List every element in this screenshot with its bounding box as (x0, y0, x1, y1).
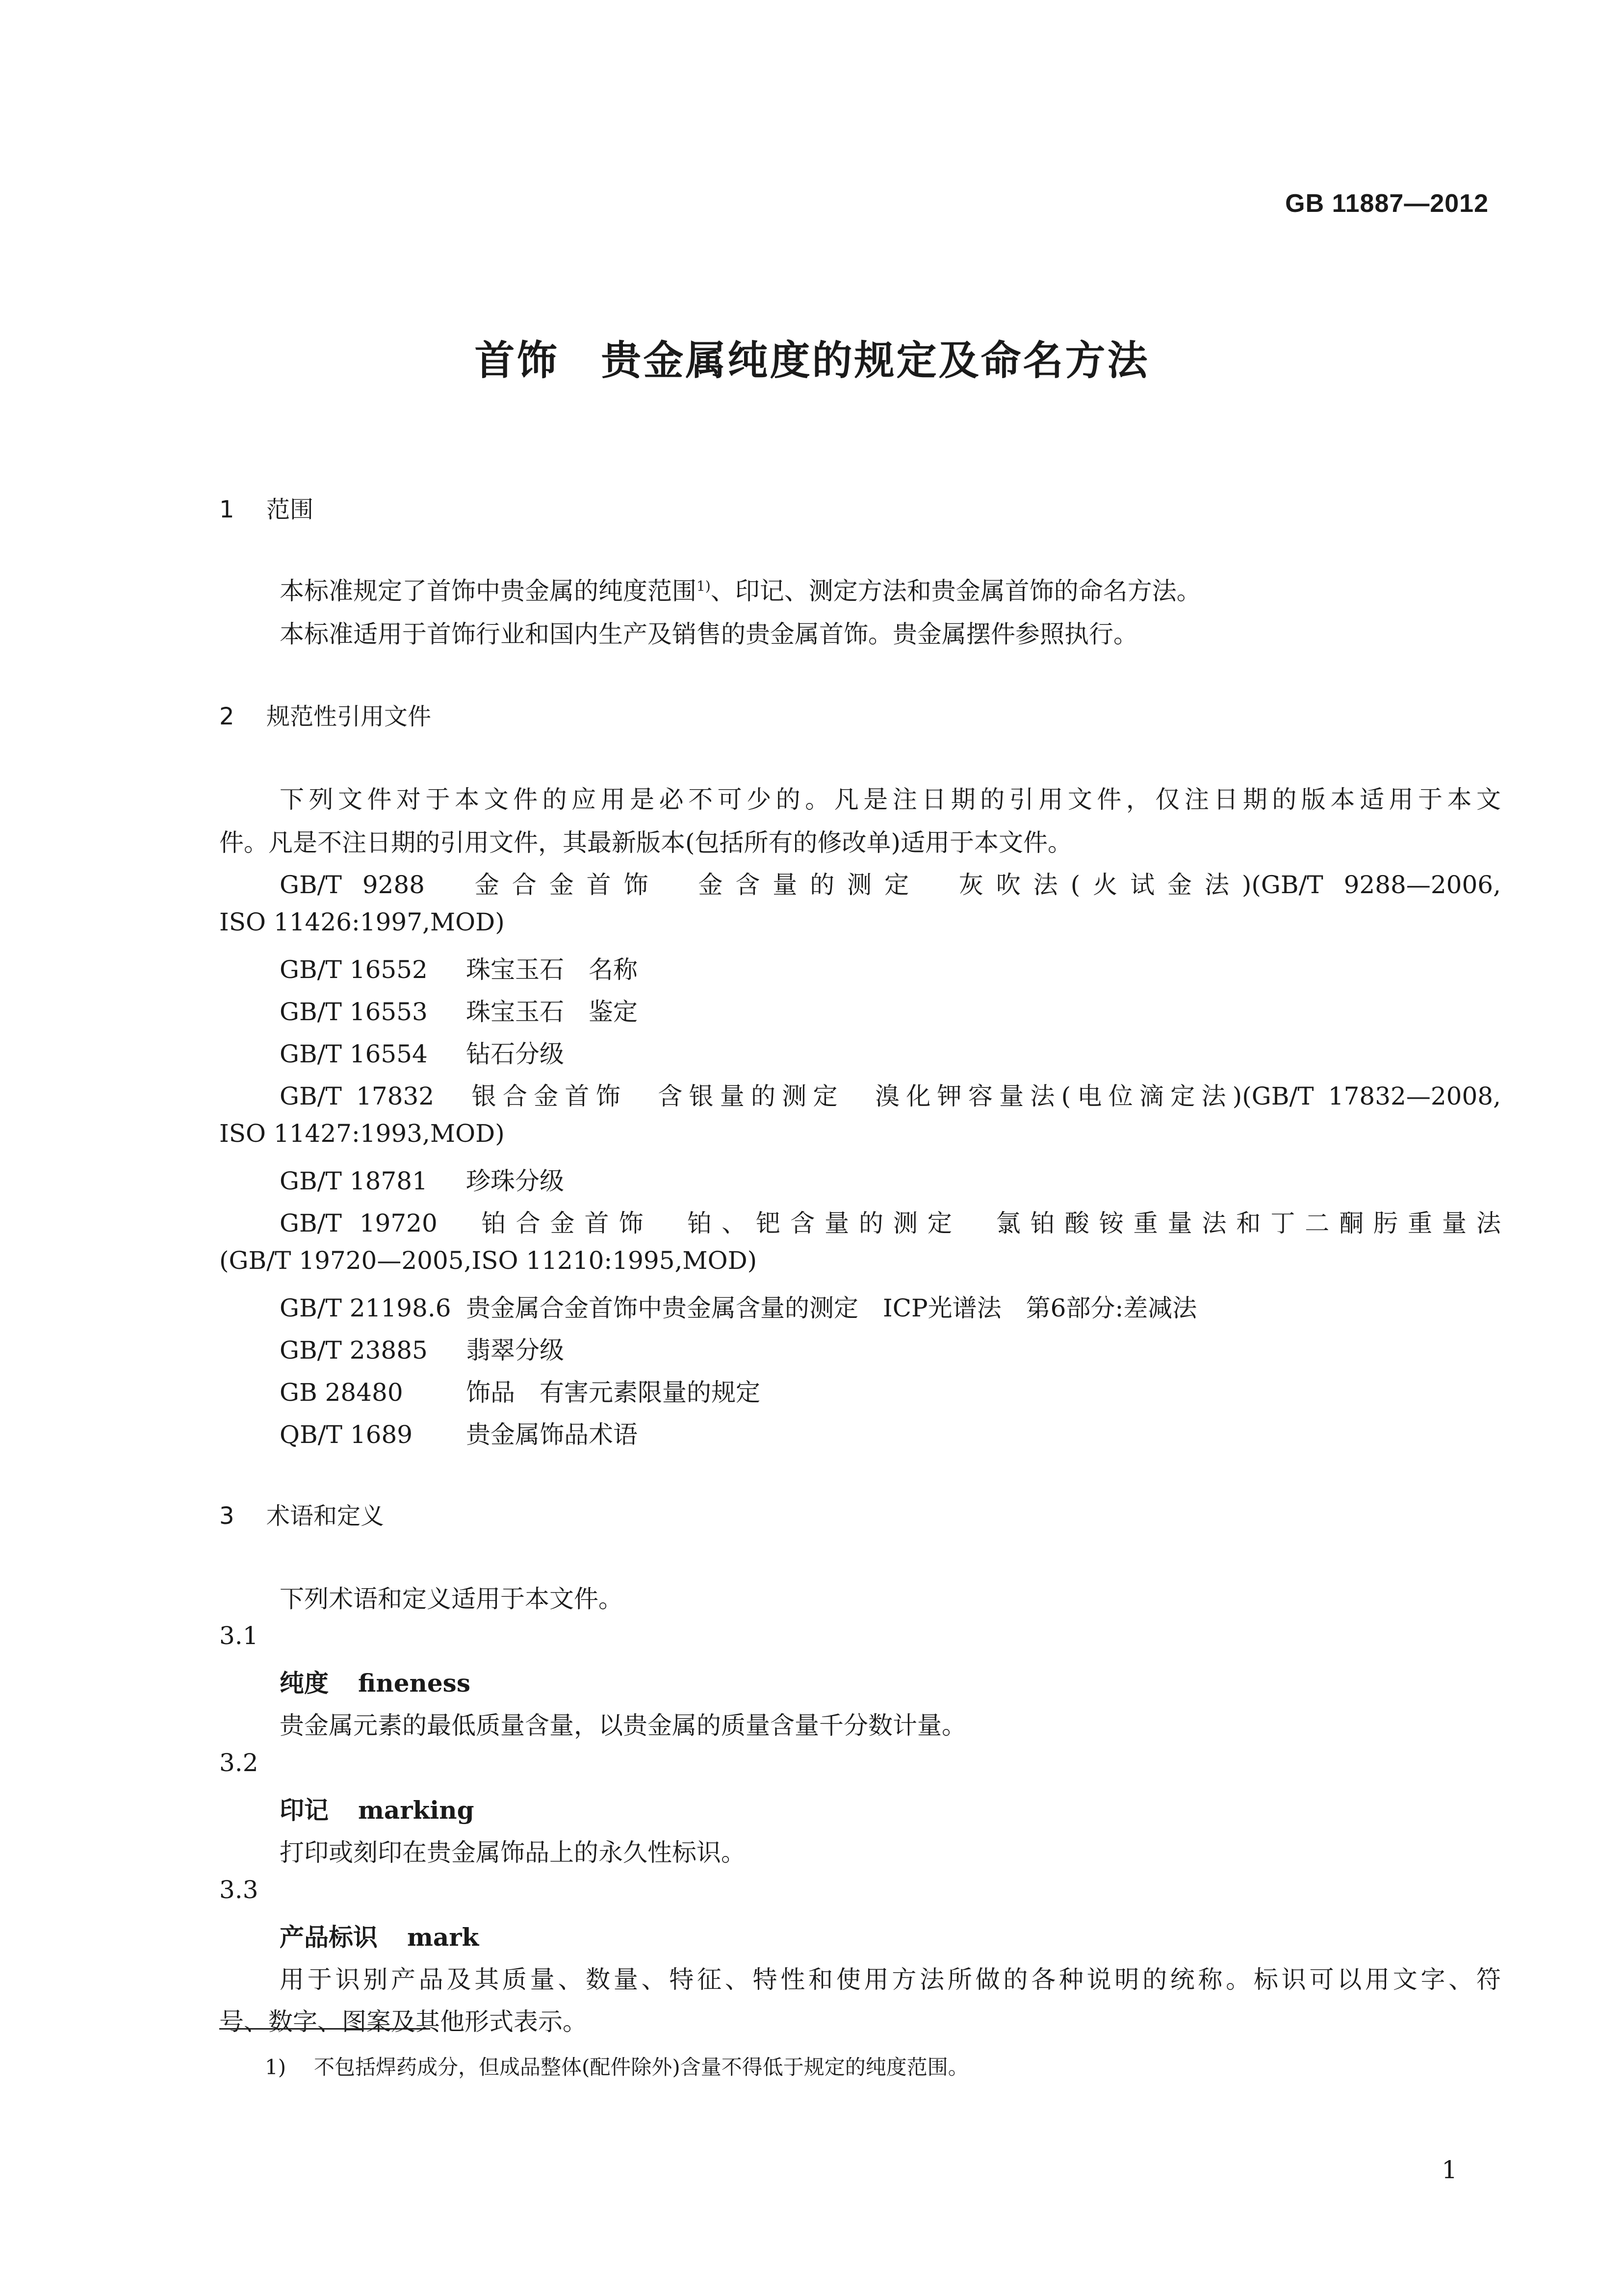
term-definition: 打印或刻印在贵金属饰品上的永久性标识。 (280, 1838, 746, 1867)
ref-item-gb-28480 (280, 1373, 760, 1408)
ref-title: 翡翠分级 (466, 1336, 564, 1365)
ref-code: GB/T 17832 (280, 1082, 435, 1110)
footnote-separator (219, 2028, 430, 2030)
scope-paragraph-2: 本标准适用于首饰行业和国内生产及销售的贵金属首饰。贵金属摆件参照执行。 (280, 620, 1138, 648)
section-number: 1 (219, 496, 234, 523)
ref-code: GB/T 9288 (280, 871, 425, 899)
ref-item-gbt-16553 (280, 992, 638, 1028)
term-number: 3.3 (219, 1876, 258, 1904)
term-definition: 贵金属元素的最低质量含量，以贵金属的质量含量千分数计量。 (280, 1711, 966, 1740)
ref-code: GB/T 16553 (280, 998, 428, 1026)
ref-title: 金合金首饰 金含量的测定 灰吹法(火试金法)(GB/T 9288—2006, (474, 871, 1501, 899)
section-title: 规范性引用文件 (266, 703, 432, 730)
term-mark (280, 1918, 479, 1953)
standard-number: GB 11887—2012 (1285, 189, 1489, 218)
ref-title: 珠宝玉石 鉴定 (466, 998, 638, 1026)
section-title: 术语和定义 (266, 1502, 385, 1530)
ref-item-gbt-19720 (280, 1204, 1501, 1239)
ref-code: QB/T 1689 (280, 1420, 413, 1449)
ref-title: 铂合金首饰 铂、钯含量的测定 氯铂酸铵重量法和丁二酮肟重量法 (481, 1209, 1501, 1237)
scope-text-cont: 、印记、测定方法和贵金属首饰的命名方法。 (710, 577, 1201, 605)
section-2-heading (219, 697, 431, 731)
ref-code: GB/T 18781 (280, 1167, 428, 1195)
ref-code: GB/T 23885 (280, 1336, 428, 1365)
ref-title: 珍珠分级 (466, 1167, 564, 1195)
ref-item-gbt-9288 (280, 865, 1501, 901)
ref-title: 贵金属饰品术语 (466, 1420, 638, 1449)
section-3-heading (219, 1497, 384, 1531)
ref-item-gbt-21198-6 (280, 1288, 1197, 1324)
ref-code: GB/T 21198.6 (280, 1294, 451, 1322)
footnote (265, 2051, 969, 2081)
ref-code: GB/T 16554 (280, 1040, 428, 1068)
term-chinese: 纯度 (280, 1669, 329, 1698)
page-title: 首饰 贵金属纯度的规定及命名方法 (474, 337, 1150, 384)
page-number: 1 (1442, 2156, 1457, 2184)
ref-title: 饰品 有害元素限量的规定 (466, 1378, 760, 1407)
section-number: 2 (219, 703, 234, 730)
ref-item-continuation: ISO 11426:1997,MOD) (219, 908, 505, 936)
term-chinese: 产品标识 (280, 1923, 378, 1952)
term-number: 3.1 (219, 1622, 258, 1650)
ref-code: GB 28480 (280, 1378, 403, 1407)
section-title: 范围 (266, 496, 314, 523)
term-definition: 用于识别产品及其质量、数量、特征、特性和使用方法所做的各种说明的统称。标识可以用文字、符 (280, 1965, 1501, 1994)
ref-title: 钻石分级 (466, 1040, 564, 1068)
refs-intro-line-1: 下列文件对于本文件的应用是必不可少的。凡是注日期的引用文件，仅注日期的版本适用于本文 (280, 785, 1501, 814)
ref-code: GB/T 16552 (280, 955, 428, 984)
ref-item-continuation: (GB/T 19720—2005,ISO 11210:1995,MOD) (219, 1246, 757, 1275)
scope-paragraph-1 (280, 571, 1201, 607)
refs-intro-line-2: 件。凡是不注日期的引用文件，其最新版本(包括所有的修改单)适用于本文件。 (219, 828, 1073, 857)
footnote-reference: 1) (696, 578, 711, 594)
term-definition-continuation: 号、数字、图案及其他形式表示。 (219, 2008, 587, 2036)
term-chinese: 印记 (280, 1796, 329, 1825)
terms-intro: 下列术语和定义适用于本文件。 (280, 1585, 623, 1613)
term-english: fineness (358, 1669, 470, 1698)
ref-item-gbt-23885 (280, 1331, 564, 1366)
footnote-number: 1) (265, 2055, 286, 2079)
section-number: 3 (219, 1502, 234, 1530)
term-english: marking (358, 1796, 474, 1825)
section-1-heading (219, 490, 313, 524)
ref-item-qbt-1689 (280, 1415, 638, 1450)
term-marking (280, 1791, 474, 1826)
scope-text: 本标准规定了首饰中贵金属的纯度范围 (280, 577, 696, 605)
term-english: mark (407, 1923, 479, 1952)
ref-item-continuation: ISO 11427:1993,MOD) (219, 1119, 505, 1148)
ref-item-gbt-16552 (280, 950, 638, 985)
ref-item-gbt-18781 (280, 1161, 564, 1197)
ref-item-gbt-17832 (280, 1077, 1501, 1112)
ref-title: 贵金属合金首饰中贵金属含量的测定 ICP光谱法 第6部分:差减法 (466, 1294, 1197, 1322)
ref-title: 银合金首饰 含银量的测定 溴化钾容量法(电位滴定法)(GB/T 17832—2008, (471, 1082, 1501, 1110)
ref-title: 珠宝玉石 名称 (466, 955, 638, 984)
term-number: 3.2 (219, 1749, 258, 1777)
ref-code: GB/T 19720 (280, 1209, 438, 1237)
term-fineness (280, 1664, 470, 1699)
footnote-text: 不包括焊药成分，但成品整体(配件除外)含量不得低于规定的纯度范围。 (314, 2055, 969, 2079)
ref-item-gbt-16554 (280, 1034, 564, 1070)
